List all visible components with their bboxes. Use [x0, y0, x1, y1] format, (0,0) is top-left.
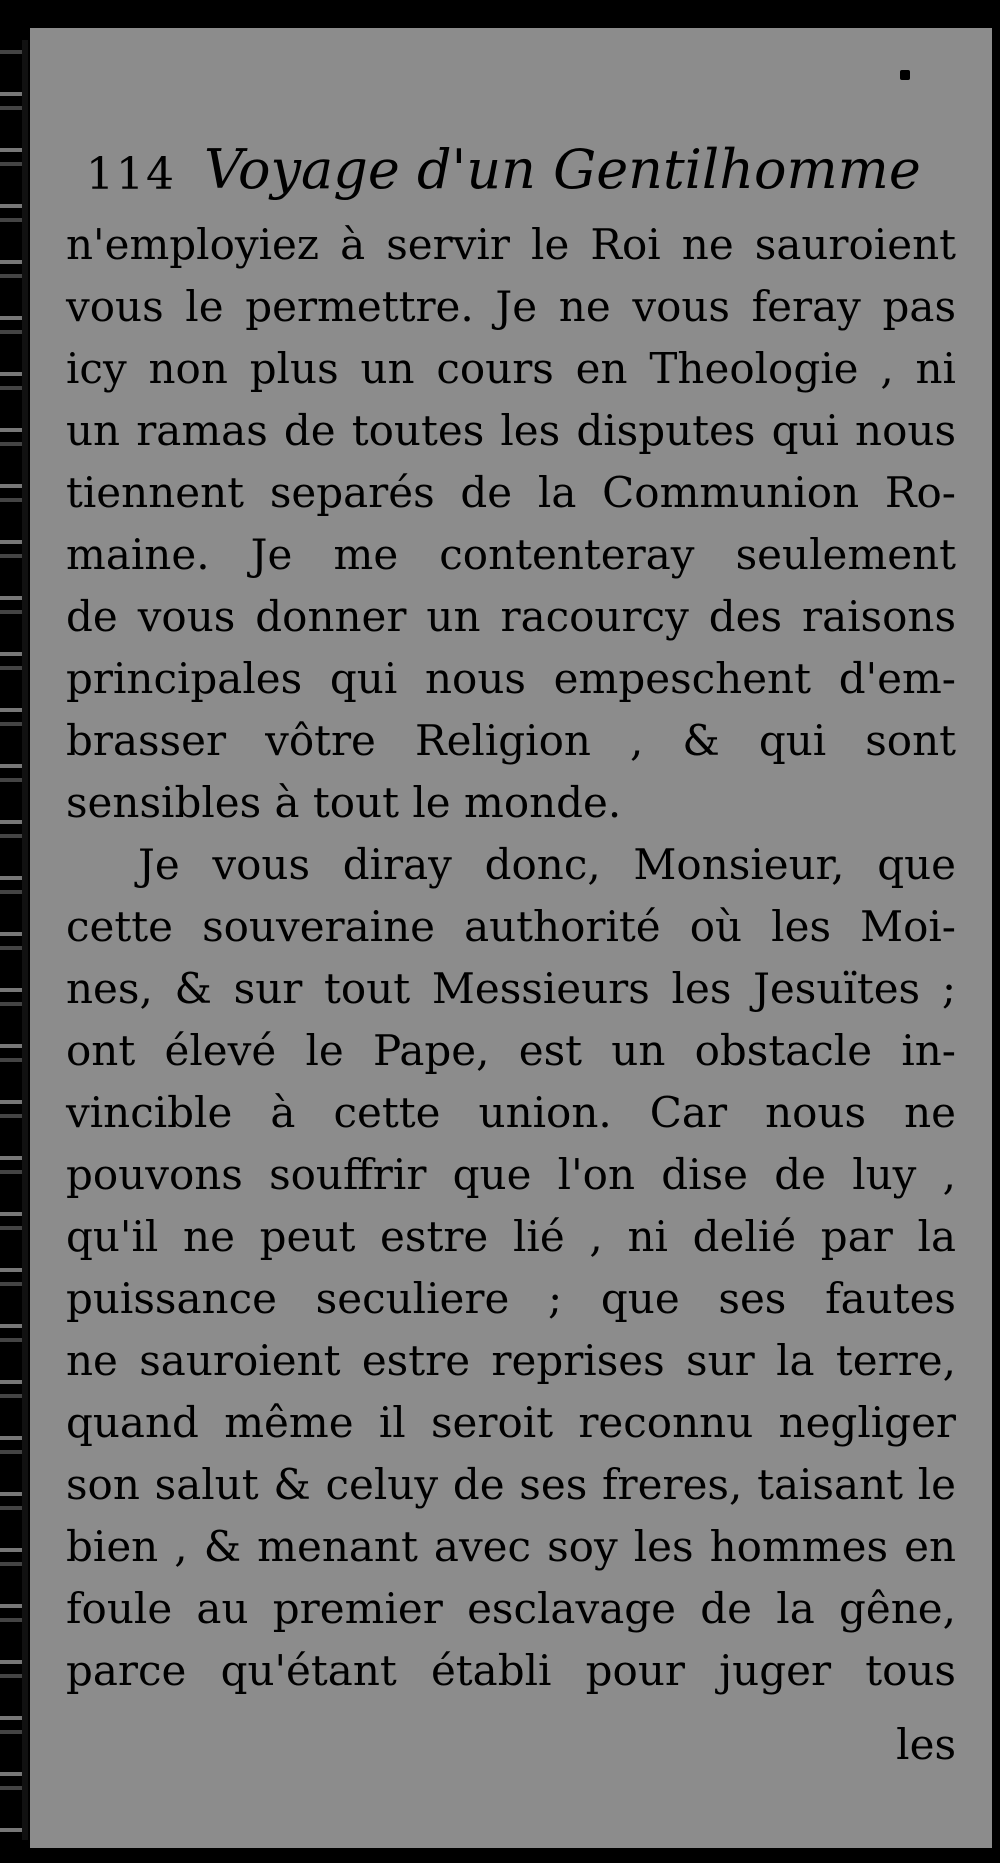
text-line: nes, & sur tout Messieurs les Jesuïtes ;	[66, 964, 956, 1013]
text-line: tiennent separés de la Communion Ro-	[66, 468, 956, 517]
text-line: bien , & menant avec soy les hommes en	[66, 1522, 956, 1571]
running-head: Voyage d'un Gentilhomme	[204, 138, 921, 201]
text-line: un ramas de toutes les disputes qui nous	[66, 406, 956, 455]
text-line: vous le permettre. Je ne vous feray pas	[66, 282, 956, 331]
text-line: qu'il ne peut estre lié , ni delié par la	[66, 1212, 956, 1261]
text-line: puissance seculiere ; que ses fautes	[66, 1274, 956, 1323]
text-line: ont élevé le Pape, est un obstacle in-	[66, 1026, 956, 1075]
paragraph-start-line: Je vous diray donc, Monsieur, que	[138, 840, 956, 889]
text-line: parce qu'étant établi pour juger tous	[66, 1646, 956, 1695]
book-page	[30, 28, 992, 1848]
text-line: vincible à cette union. Car nous ne	[66, 1088, 956, 1137]
text-line: son salut & celuy de ses freres, taisant le	[66, 1460, 956, 1509]
ink-speck	[900, 70, 910, 80]
text-line: maine. Je me contenteray seulement	[66, 530, 956, 579]
page-number: 114	[86, 149, 176, 200]
text-line: quand même il seroit reconnu negliger	[66, 1398, 956, 1447]
text-line: principales qui nous empeschent d'em-	[66, 654, 956, 703]
spine-edge	[22, 40, 28, 1840]
body-text	[66, 214, 956, 1702]
page-header	[86, 138, 986, 204]
text-line: brasser vôtre Religion , & qui sont	[66, 716, 956, 765]
catchword: les	[896, 1720, 956, 1769]
text-line: ne sauroient estre reprises sur la terre,	[66, 1336, 956, 1385]
text-line: de vous donner un racourcy des raisons	[66, 592, 956, 641]
text-line: pouvons souffrir que l'on dise de luy ,	[66, 1150, 956, 1199]
paragraph-end-line: sensibles à tout le monde.	[66, 778, 622, 827]
text-line: cette souveraine authorité où les Moi-	[66, 902, 956, 951]
text-line: n'employiez à servir le Roi ne sauroient	[66, 220, 956, 269]
text-line: icy non plus un cours en Theologie , ni	[66, 344, 956, 393]
text-line: foule au premier esclavage de la gêne,	[66, 1584, 956, 1633]
